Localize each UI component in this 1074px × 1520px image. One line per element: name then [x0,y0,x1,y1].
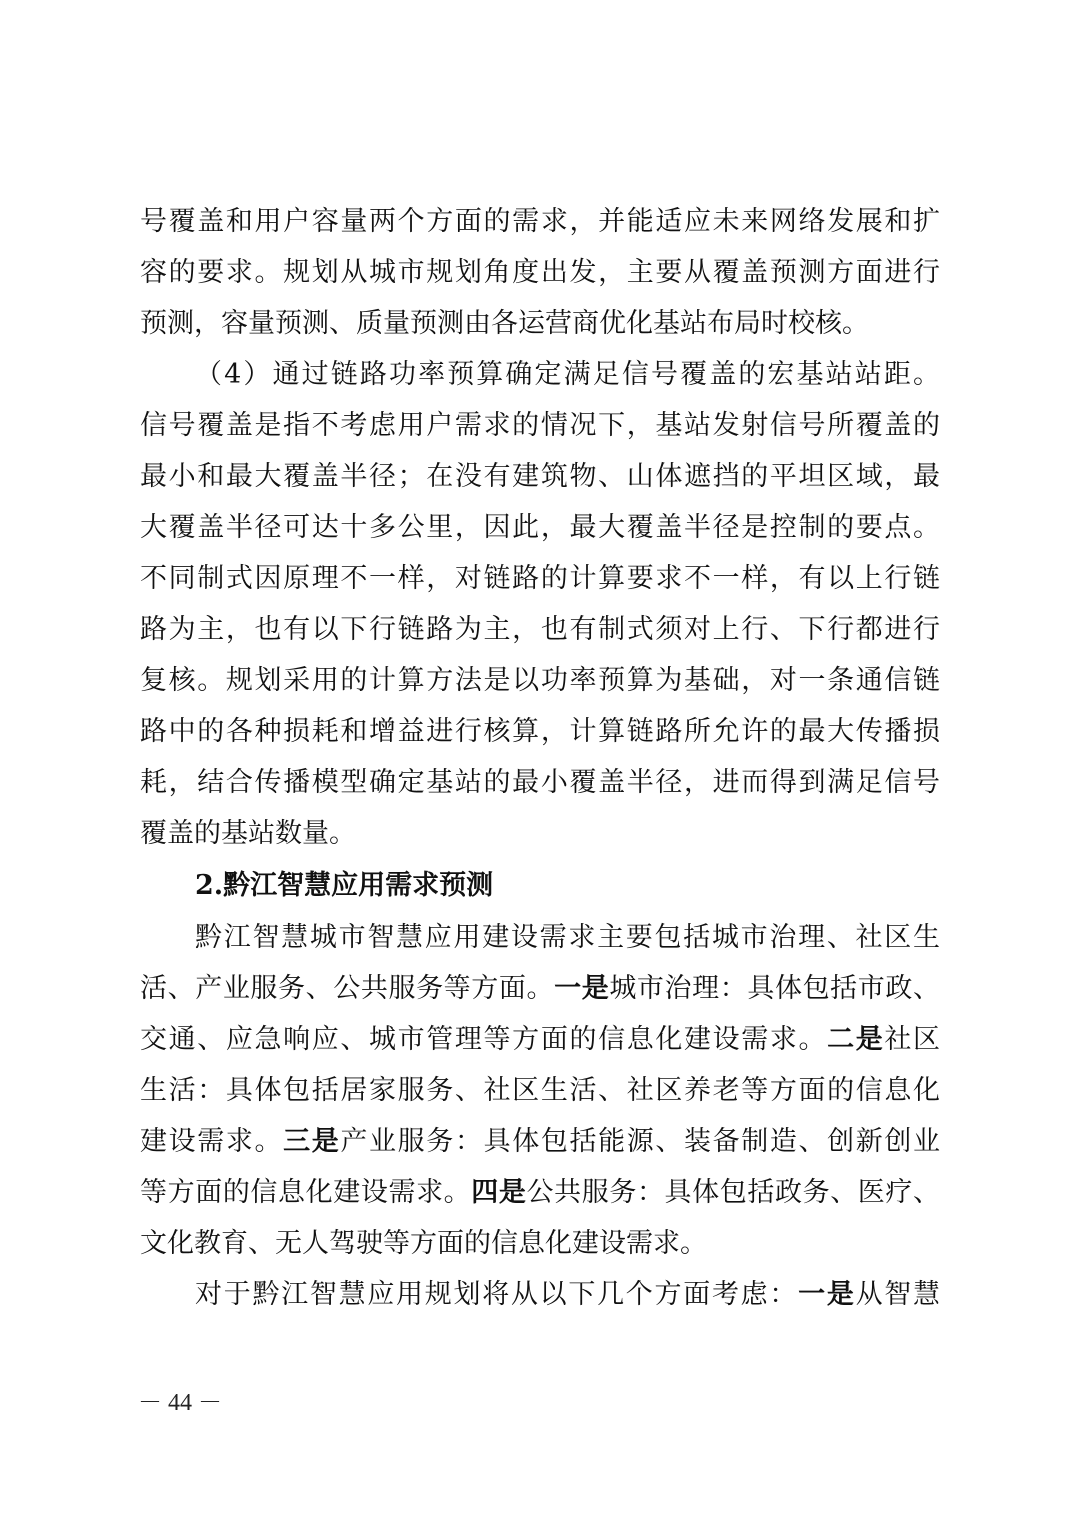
text-line: 生活：具体包括居家服务、社区生活、社区养老等方面的信息化 [140,1075,940,1106]
emphasis-run: 一是 [798,1279,856,1310]
text-line [140,1116,940,1167]
text-line [140,1014,940,1065]
body-text [140,196,940,1320]
text-line [140,1269,940,1320]
text-line [140,1167,940,1218]
text-line: 不同制式因原理不一样，对链路的计算要求不一样，有以上行链 [140,563,940,594]
text-run: 社区 [884,1024,940,1055]
text-line: 文化教育、无人驾驶等方面的信息化建设需求。 [140,1228,707,1259]
text-line: （4）通过链路功率预算确定满足信号覆盖的宏基站站距。 [195,359,940,390]
text-run: 交通、应急响应、城市管理等方面的信息化建设需求。 [140,1024,828,1055]
page-number: － 44 － [138,1390,222,1416]
text-line: 容的要求。规划从城市规划角度出发，主要从覆盖预测方面进行 [140,257,940,288]
text-run: 对于黔江智慧应用规划将从以下几个方面考虑： [195,1279,799,1310]
text-run: 等方面的信息化建设需求。 [140,1177,472,1208]
section-heading: 2.黔江智慧应用需求预测 [195,870,494,901]
emphasis-run: 四是 [471,1177,527,1208]
text-run: 公共服务：具体包括政务、医疗、 [526,1177,940,1208]
text-run: 活、产业服务、公共服务等方面。 [140,973,555,1004]
text-line: 号覆盖和用户容量两个方面的需求，并能适应未来网络发展和扩 [140,206,940,237]
text-line: 最小和最大覆盖半径；在没有建筑物、山体遮挡的平坦区域，最 [140,461,940,492]
text-line: 复核。规划采用的计算方法是以功率预算为基础，对一条通信链 [140,665,940,696]
emphasis-run: 一是 [554,973,610,1004]
text-line: 路为主，也有以下行链路为主，也有制式须对上行、下行都进行 [140,614,940,645]
text-line [140,963,940,1014]
text-run: 从智慧 [855,1279,940,1310]
text-line: 耗，结合传播模型确定基站的最小覆盖半径，进而得到满足信号 [140,767,940,798]
text-line: 大覆盖半径可达十多公里，因此，最大覆盖半径是控制的要点。 [140,512,940,543]
text-run: 城市治理：具体包括市政、 [609,973,940,1004]
text-run: 建设需求。 [140,1126,284,1157]
text-line: 路中的各种损耗和增益进行核算，计算链路所允许的最大传播损 [140,716,940,747]
text-run: 产业服务：具体包括能源、装备制造、创新创业 [340,1126,940,1157]
text-line: 覆盖的基站数量。 [140,818,356,849]
emphasis-run: 三是 [283,1126,341,1157]
text-line: 信号覆盖是指不考虑用户需求的情况下，基站发射信号所覆盖的 [140,410,940,441]
text-line: 预测，容量预测、质量预测由各运营商优化基站布局时校核。 [140,308,869,339]
emphasis-run: 二是 [827,1024,885,1055]
text-line: 黔江智慧城市智慧应用建设需求主要包括城市治理、社区生 [195,922,940,953]
